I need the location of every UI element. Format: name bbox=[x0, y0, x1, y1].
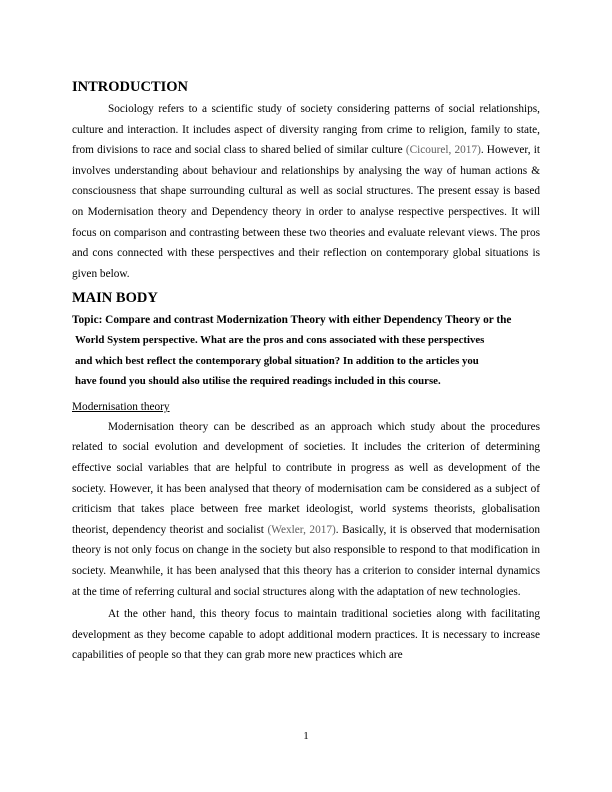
topic-line-2: World System perspective. What are the pros and cons associated with these perspectives bbox=[75, 334, 485, 347]
intro-text-b: . However, it involves understanding about behaviour and relationships by analysing the way of human actions & consciousness that shape surrounding cultural as well as social structures. The present essay is based on Modernisation theory and Dependency theory in order to analyse respective perspectives. It will focus on comparison and contrasting between these two theories and evaluate relevant views. The pros and cons connected with these perspectives and their reflection on contemporary global situations is given below. bbox=[72, 144, 540, 280]
topic-line-4: have found you should also utilise the required readings included in this course. bbox=[75, 375, 441, 388]
topic-line-3: and which best reflect the contemporary global situation? In addition to the articles you bbox=[75, 354, 479, 367]
main-body-heading: MAIN BODY bbox=[72, 290, 158, 307]
introduction-heading: INTRODUCTION bbox=[72, 79, 189, 95]
modernisation-paragraph-1 bbox=[72, 417, 540, 602]
modernisation-paragraph-2: At the other hand, this theory focus to maintain traditional societies along with facilitating development as they become capable to adopt additional modern practices. It is necessary to increase capabilities of people so that they can grab more new practices which are bbox=[72, 608, 540, 662]
intro-text-a: Sociology refers to a scientific study of society considering patterns of social relationships, culture and interaction. It includes aspect of diversity ranging from crime to religion, family to state, from divisions to race and social class to shared belied of similar culture bbox=[72, 103, 540, 157]
mod-text-a: Modernisation theory can be described as an approach which study about the procedures related to social evolution and development of societies. It includes the criterion of determining effective social variables that are helpful to contribute in progress as well as development of the society. However, it has been analysed that theory of modernisation cam be considered as a subject of criticism that takes place between free market ideologist, world systems theorists, globalisation theorist, dependency theorist and socialist bbox=[72, 420, 540, 536]
document-page bbox=[72, 78, 540, 666]
citation-cicourel: (Cicourel, 2017) bbox=[405, 144, 481, 157]
mod-text-b: . Basically, it is observed that modernisation theory is not only focus on change in the society but also responsible to respond to that modification in society. Meanwhile, it has been analysed that this theory has a criterion to consider internal dynamics at the time of referring cultural and social structures along with the adaptation of new technologies. bbox=[72, 523, 540, 598]
page-number: 1 bbox=[303, 730, 309, 742]
topic-heading: Topic: Compare and contrast Modernization Theory with either Dependency Theory or the bbox=[72, 314, 512, 327]
introduction-paragraph bbox=[72, 99, 540, 284]
modernisation-subheading: Modernisation theory bbox=[72, 400, 170, 413]
citation-wexler: (Wexler, 2017) bbox=[267, 523, 336, 536]
